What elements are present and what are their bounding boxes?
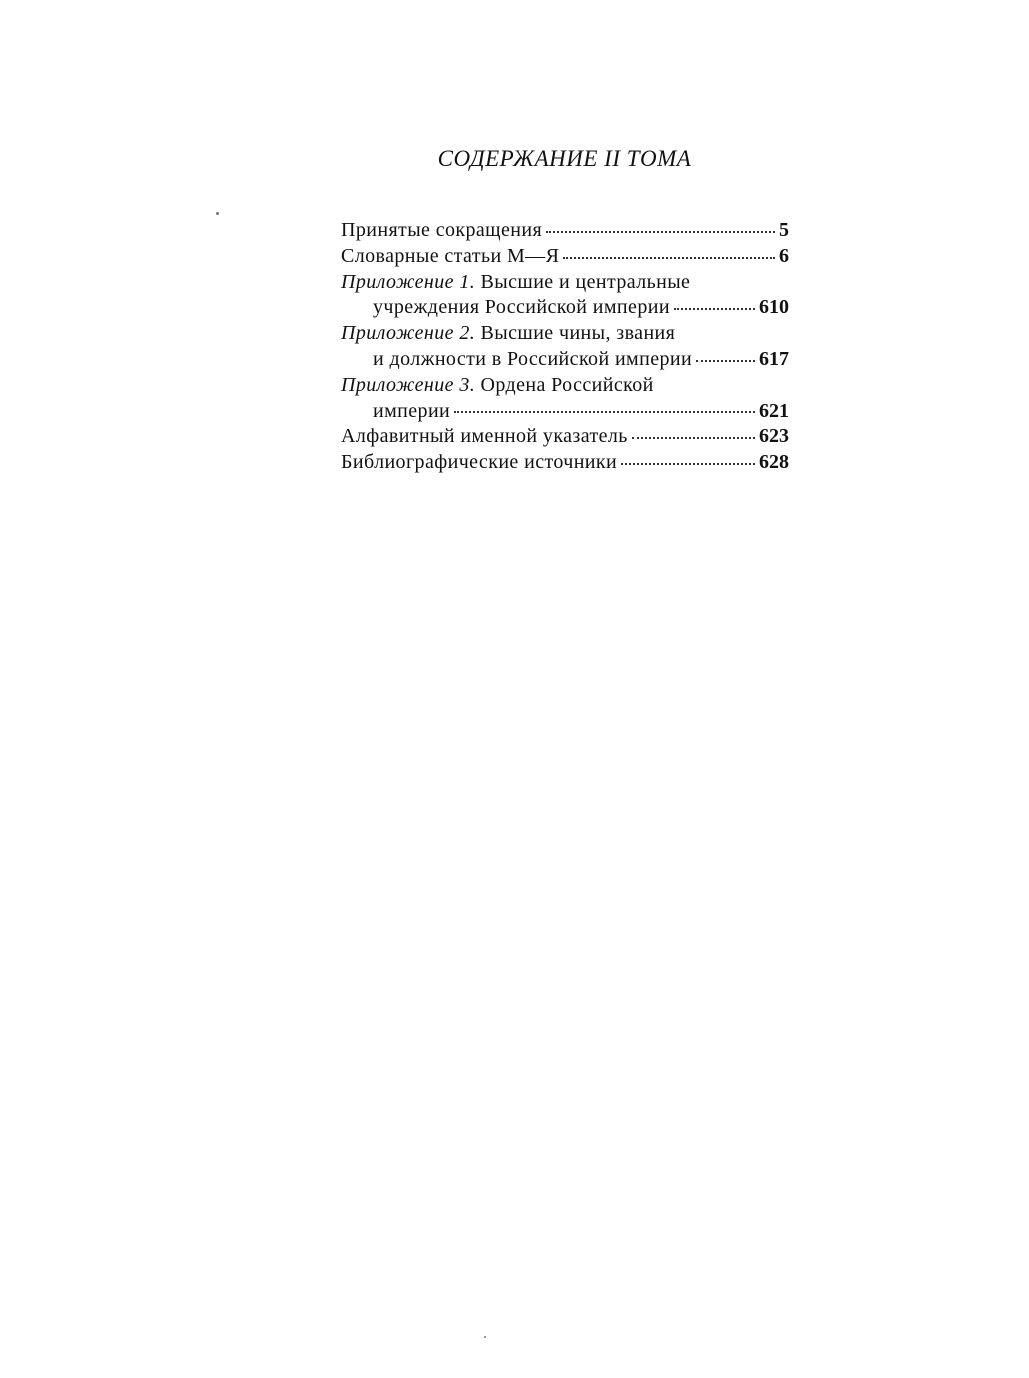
toc-entry-abbreviations[interactable] [341, 218, 789, 244]
dot-leader [632, 437, 755, 439]
scan-speck [484, 1336, 486, 1338]
toc-page-number: 621 [759, 399, 789, 422]
toc-entry-text: Словарные статьи М—Я [341, 244, 560, 267]
page-title: СОДЕРЖАНИЕ II ТОМА [437, 146, 692, 171]
dot-leader [621, 463, 755, 465]
toc-entry-text: Библиографические источники [341, 451, 618, 474]
toc-entry-text: Принятые сокращения [341, 219, 543, 241]
toc-entry-appendix-1-line1[interactable] [341, 270, 789, 296]
toc-entry-text: Алфавитный именной указатель [341, 425, 628, 448]
toc-entry-dictionary[interactable] [341, 244, 789, 270]
toc-page-number: 610 [759, 296, 789, 319]
toc-entry-appendix-1-line2[interactable] [341, 295, 789, 321]
appendix-label: Приложение 2. [341, 322, 476, 345]
toc-entry-bibliography[interactable] [341, 450, 789, 476]
appendix-label: Приложение 1. [341, 270, 476, 293]
scan-speck [216, 212, 219, 215]
table-of-contents [341, 218, 789, 476]
toc-page-number: 6 [779, 244, 789, 267]
toc-entry-text: империи [373, 399, 451, 422]
toc-entry-text: учреждения Российской империи [373, 296, 670, 319]
toc-entry-text: Ордена Российской [480, 373, 654, 396]
dot-leader [696, 360, 755, 362]
toc-page-number: 5 [779, 219, 789, 241]
dot-leader [454, 411, 755, 413]
dot-leader [546, 231, 775, 233]
toc-entry-text: Высшие и центральные [480, 270, 691, 293]
appendix-label: Приложение 3. [341, 373, 476, 396]
toc-entry-appendix-2-line1[interactable] [341, 321, 789, 347]
toc-entry-name-index[interactable] [341, 424, 789, 450]
toc-page-number: 623 [759, 425, 789, 448]
toc-entry-appendix-2-line2[interactable] [341, 347, 789, 373]
toc-page-number: 617 [759, 347, 789, 370]
toc-entry-appendix-3-line2[interactable] [341, 399, 789, 425]
toc-entry-appendix-3-line1[interactable] [341, 373, 789, 399]
toc-page-number: 628 [759, 451, 789, 474]
dot-leader [674, 308, 755, 310]
toc-entry-text: и должности в Российской империи [373, 347, 693, 370]
dot-leader [563, 257, 775, 259]
toc-entry-text: Высшие чины, звания [480, 322, 676, 345]
